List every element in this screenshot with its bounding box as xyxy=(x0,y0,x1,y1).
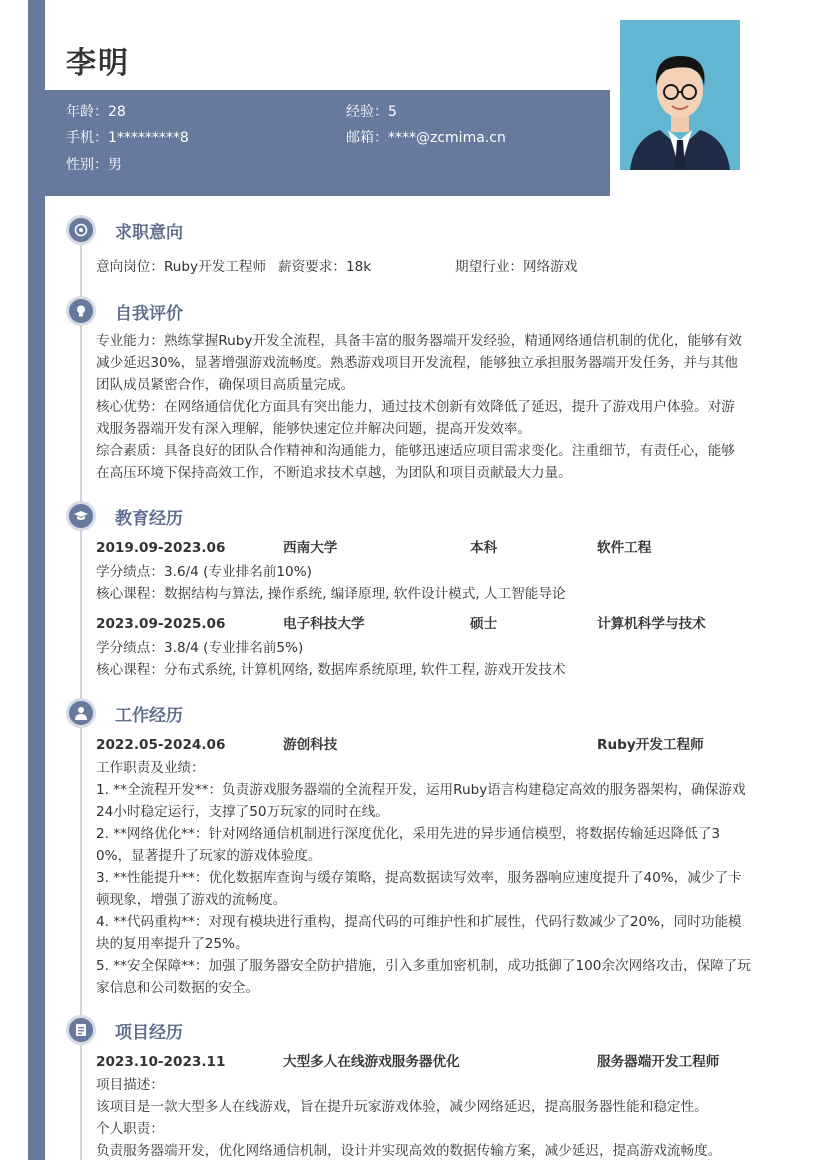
graduation-cap-icon xyxy=(66,501,96,531)
section-title: 工作经历 xyxy=(115,706,183,726)
work-description xyxy=(96,757,766,999)
text-line: 团队成员紧密合作，确保项目高质量完成。 xyxy=(96,377,355,393)
section-title: 求职意向 xyxy=(115,223,183,243)
text-line: 3. **性能提升**：优化数据库查询与缓存策略，提高数据读写效率，服务器响应速度提升了40%，减少了卡 xyxy=(96,870,742,886)
edu-school: 西南大学 xyxy=(283,540,338,556)
section-header xyxy=(66,698,766,730)
portrait-illustration xyxy=(620,20,740,170)
self-eval-text xyxy=(96,330,766,484)
intent-position: 意向岗位：Ruby开发工程师 xyxy=(96,259,267,275)
list-icon xyxy=(66,1015,96,1045)
text-line: 顿现象，增强了游戏的流畅度。 xyxy=(96,892,287,908)
section-job-intent xyxy=(66,215,766,275)
text-line: 工作职责及业绩： xyxy=(96,760,205,776)
info-age: 年龄：28 xyxy=(66,104,126,120)
education-header-row xyxy=(96,613,796,635)
project-name: 大型多人在线游戏服务器优化 xyxy=(283,1054,460,1070)
education-entry xyxy=(66,537,766,603)
text-line: 0%，显著提升了玩家的游戏体验度。 xyxy=(96,848,322,864)
text-line: 家信息和公司数据的安全。 xyxy=(96,980,260,996)
work-period: 2022.05-2024.06 xyxy=(96,737,226,753)
text-line: 综合素质：具备良好的团队合作精神和沟通能力，能够迅速适应项目需求变化。注重细节，有责任心，能够 xyxy=(96,443,735,459)
info-gender: 性别：男 xyxy=(66,157,122,173)
text-line: 块的复用率提升了25%。 xyxy=(96,936,249,952)
person-icon xyxy=(66,698,96,728)
section-self-evaluation xyxy=(66,296,766,482)
text-line: 项目描述： xyxy=(96,1077,164,1093)
education-header-row xyxy=(96,537,796,559)
intent-row xyxy=(96,256,796,278)
text-line: 负责服务器端开发，优化网络通信机制，设计并实现高效的数据传输方案，减少延迟，提高游戏流畅度。 xyxy=(96,1143,722,1159)
section-education xyxy=(66,501,766,678)
section-title: 教育经历 xyxy=(115,509,183,529)
text-line: 专业能力：熟练掌握Ruby开发全流程，具备丰富的服务器端开发经验，精通网络通信机制的优化，能够有效 xyxy=(96,333,742,349)
work-role: Ruby开发工程师 xyxy=(597,737,704,753)
edu-period: 2023.09-2025.06 xyxy=(96,616,226,632)
text-line: 该项目是一款大型多人在线游戏，旨在提升玩家游戏体验，减少网络延迟，提高服务器性能和稳定性。 xyxy=(96,1099,708,1115)
info-email: 邮箱：****@zcmima.cn xyxy=(346,130,506,146)
text-line: 减少延迟30%，显著增强游戏流畅度。熟悉游戏项目开发流程，能够独立承担服务器端开发任务，并与其他 xyxy=(96,355,738,371)
text-line: 1. **全流程开发**：负责游戏服务器端的全流程开发，运用Ruby语言构建稳定高效的服务器架构，确保游戏 xyxy=(96,782,746,798)
intent-industry: 期望行业：网络游戏 xyxy=(455,259,578,275)
text-line: 2. **网络优化**：针对网络通信机制进行深度优化，采用先进的异步通信模型，将数据传输延迟降低了3 xyxy=(96,826,721,842)
section-projects xyxy=(66,1015,766,1157)
edu-degree: 本科 xyxy=(470,540,498,556)
section-header xyxy=(66,501,766,533)
info-experience: 经验：5 xyxy=(346,104,397,120)
project-role: 服务器端开发工程师 xyxy=(597,1054,720,1070)
target-icon xyxy=(66,215,96,245)
lightbulb-icon xyxy=(66,296,96,326)
project-header-row xyxy=(96,1051,796,1073)
section-title: 项目经历 xyxy=(115,1023,183,1043)
education-entry xyxy=(66,613,766,679)
text-line: 戏服务器端开发有深入理解，能够快速定位并解决问题，提高开发效率。 xyxy=(96,421,531,437)
edu-courses: 核心课程：数据结构与算法, 操作系统, 编译原理, 软件设计模式, 人工智能导论 xyxy=(96,586,566,602)
intent-salary: 薪资要求：18k xyxy=(278,259,372,275)
section-work-experience xyxy=(66,698,766,994)
section-header xyxy=(66,1015,766,1047)
section-header xyxy=(66,296,766,328)
edu-gpa: 学分绩点：3.6/4 (专业排名前10%) xyxy=(96,564,312,580)
text-line: 24小时稳定运行，支撑了50万玩家的同时在线。 xyxy=(96,804,389,820)
text-line: 核心优势：在网络通信优化方面具有突出能力，通过技术创新有效降低了延迟，提升了游戏用户体验。对游 xyxy=(96,399,735,415)
edu-gpa: 学分绩点：3.8/4 (专业排名前5%) xyxy=(96,640,304,656)
text-line: 5. **安全保障**：加强了服务器安全防护措施，引入多重加密机制，成功抵御了100余次网络攻击，保障了玩 xyxy=(96,958,751,974)
work-company: 游创科技 xyxy=(283,737,338,753)
text-line: 在高压环境下保持高效工作，不断追求技术卓越，为团队和项目贡献最大力量。 xyxy=(96,465,572,481)
edu-major: 软件工程 xyxy=(597,540,652,556)
section-header xyxy=(66,215,766,247)
edu-period: 2019.09-2023.06 xyxy=(96,540,226,556)
text-line: 4. **代码重构**：对现有模块进行重构，提高代码的可维护性和扩展性，代码行数减少了20%，同时功能模 xyxy=(96,914,742,930)
project-period: 2023.10-2023.11 xyxy=(96,1054,226,1070)
info-phone: 手机：1*********8 xyxy=(66,130,189,146)
edu-degree: 硕士 xyxy=(470,616,498,632)
text-line: 个人职责： xyxy=(96,1121,164,1137)
profile-photo xyxy=(620,20,740,170)
project-description xyxy=(96,1074,766,1160)
edu-school: 电子科技大学 xyxy=(283,616,365,632)
edu-courses: 核心课程：分布式系统, 计算机网络, 数据库系统原理, 软件工程, 游戏开发技术 xyxy=(96,662,566,678)
candidate-name: 李明 xyxy=(66,46,130,81)
edu-major: 计算机科学与技术 xyxy=(597,616,706,632)
work-header-row xyxy=(96,734,796,756)
section-title: 自我评价 xyxy=(115,304,183,324)
